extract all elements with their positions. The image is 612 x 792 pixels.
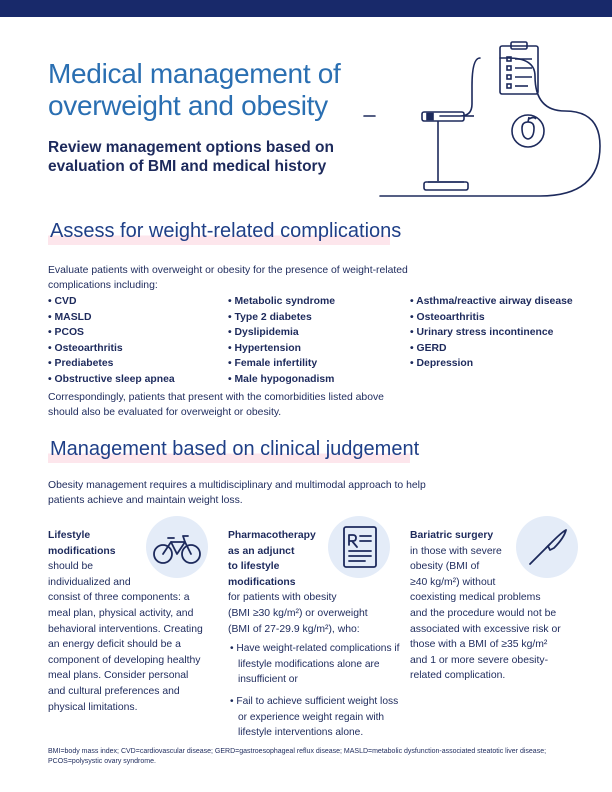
page-title: Medical management of overweight and obesity (48, 58, 341, 121)
assess-intro: Evaluate patients with overweight or obesity for the presence of weight-related complications including: (48, 265, 408, 291)
complications-list-1 (48, 294, 223, 388)
list-item: • Obstructive sleep apnea (48, 372, 223, 388)
complications-list-2 (228, 294, 408, 388)
bariatric-body: in those with severe obesity (BMI of ≥40 kg/m²) without coexisting medical problems and the procedure would not be associated with excessive risk or those with a BMI of ≥35 kg/m² and 1 or more severe obesity- related complication. (410, 545, 561, 682)
assess-heading: Assess for weight-related complications (48, 220, 390, 245)
abbreviations-footnote: BMI=body mass index; CVD=cardiovascular disease; GERD=gastroesophageal reflux disease; MASLD=metabolic dysfunction-associated steatotic liver disease; PCOS=polysystic ovary syndrome. (48, 748, 547, 765)
clipboard-icon (500, 42, 538, 94)
list-item: • Dyslipidemia (228, 325, 408, 341)
management-intro: Obesity management requires a multidisciplinary and multimodal approach to help patients achieve and maintain weight loss. (48, 480, 426, 506)
pharma-column (228, 528, 400, 747)
list-item: • Metabolic syndrome (228, 294, 408, 310)
lifestyle-body: should be individualized and consist of three components: a meal plan, physical activity, and behavioral interventions. Creating an energy deficit should be a component of developing healthy meal plans. Consider personal and cultural preferences and physical limitations. (48, 561, 203, 713)
apple-icon (512, 115, 544, 147)
bariatric-title: Bariatric surgery (410, 530, 494, 541)
list-item: • Fail to achieve sufficient weight loss or experience weight regain with lifestyle interventions alone. (228, 694, 400, 741)
header-illustration (360, 36, 610, 206)
lifestyle-title: Lifestyle modifications (48, 530, 116, 557)
list-item: • Depression (410, 356, 600, 372)
assess-closing: Correspondingly, patients that present with the comorbidities listed above should also be evaluated for overweight or obesity. (48, 392, 384, 418)
bariatric-column (410, 528, 588, 684)
top-banner (0, 0, 612, 17)
pharma-body: for patients with obesity (BMI ≥30 kg/m²) or overweight (BMI of 27-29.9 kg/m²), who: (228, 592, 368, 635)
list-item: • PCOS (48, 325, 223, 341)
pharma-criteria-list (228, 641, 400, 741)
complications-list-3 (410, 294, 600, 372)
list-item: • Urinary stress incontinence (410, 325, 600, 341)
page-subtitle: Review management options based on evaluation of BMI and medical history (48, 139, 334, 175)
list-item: • Hypertension (228, 341, 408, 357)
list-item: • MASLD (48, 310, 223, 326)
list-item: • GERD (410, 341, 600, 357)
list-item: • Type 2 diabetes (228, 310, 408, 326)
scale-icon (422, 112, 474, 190)
list-item: • Prediabetes (48, 356, 223, 372)
list-item: • Female infertility (228, 356, 408, 372)
lifestyle-column (48, 528, 220, 715)
list-item: • CVD (48, 294, 223, 310)
list-item: • Osteoarthritis (410, 310, 600, 326)
list-item: • Male hypogonadism (228, 372, 408, 388)
list-item: • Asthma/reactive airway disease (410, 294, 600, 310)
list-item: • Have weight-related complications if lifestyle modifications alone are insufficient or (228, 641, 400, 688)
management-heading: Management based on clinical judgement (48, 438, 410, 463)
pharma-title: Pharmacotherapy as an adjunct to lifestyle modifications (228, 530, 316, 588)
list-item: • Osteoarthritis (48, 341, 223, 357)
